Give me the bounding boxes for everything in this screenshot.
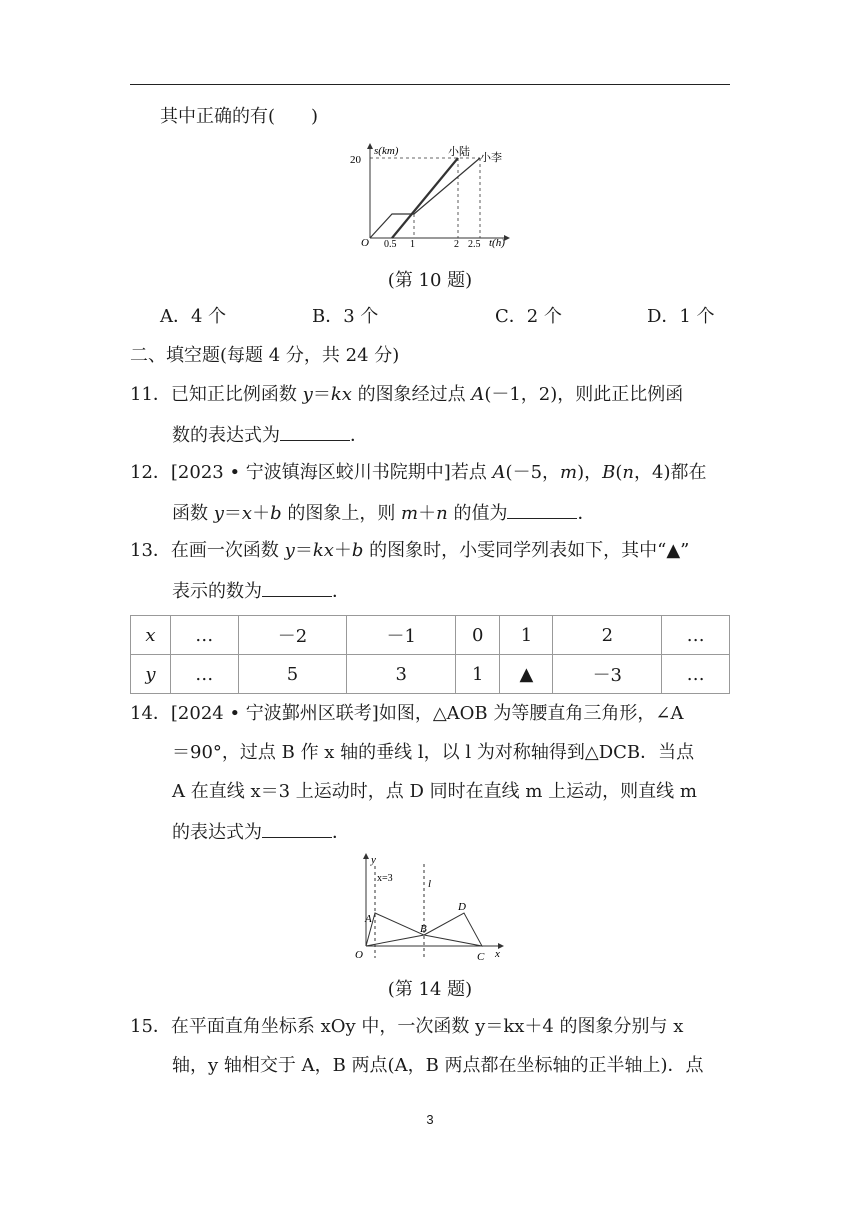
- q13-line2: 表示的数为 ．: [172, 578, 350, 604]
- q12-point-a-val: (－5，: [505, 462, 561, 483]
- q10-caption: (第 10 题): [387, 270, 473, 291]
- table-cell: 2: [553, 616, 662, 655]
- table-cell: 3: [347, 655, 456, 694]
- q14-answer-blank: [262, 819, 332, 838]
- q13-line1: [130, 539, 689, 563]
- table-cell: x: [131, 616, 171, 655]
- q11-answer-blank: [280, 422, 350, 441]
- q15-num: 15．: [130, 1016, 171, 1037]
- table-cell: ▲: [500, 655, 553, 694]
- q11-text-e: 的图象经过点: [351, 384, 472, 405]
- table-cell: －2: [238, 616, 347, 655]
- q12-point-a: A: [492, 462, 506, 483]
- q12-var-n: n: [622, 462, 634, 483]
- q12-var-m: m: [560, 462, 578, 483]
- q13-t-e: ＋: [333, 540, 352, 561]
- q10-tail: 其中正确的有( ): [160, 106, 319, 127]
- q12-t-c: ＝: [223, 503, 242, 524]
- table-cell: …: [170, 616, 238, 655]
- q12-t-k: 的值为: [447, 503, 508, 524]
- table-cell: 1: [500, 616, 553, 655]
- q13-t-g: 的图象时，小雯同学列表如下，其中“▲”: [363, 540, 690, 561]
- q11-var-kx: kx: [330, 384, 352, 405]
- q14-line4: 的表达式为 ．: [172, 819, 350, 845]
- q14-line-l: l: [428, 878, 432, 890]
- q10-option-c: C．2 个: [495, 306, 562, 327]
- q10-xtick-1: 1: [410, 239, 415, 250]
- q12-num: 12．: [130, 462, 171, 483]
- top-rule: [130, 84, 730, 85]
- q10-label-xiaolu: 小陆: [448, 146, 470, 158]
- table-cell: 5: [238, 655, 347, 694]
- q12-t-g: 的图象上，则: [281, 503, 402, 524]
- q12-t-j: n: [436, 503, 448, 524]
- q13-t-f: b: [351, 540, 364, 561]
- q12-p2-end: ，4)都在: [634, 462, 707, 483]
- q13-t-b: y: [284, 540, 295, 561]
- table-row: [131, 655, 730, 694]
- q12-t-b: y: [213, 503, 224, 524]
- q10-ylabel: s(km): [374, 145, 399, 157]
- q13-t-c: ＝: [294, 540, 313, 561]
- q14-line-x3: x=3: [377, 873, 393, 884]
- q14-caption: (第 14 题): [387, 979, 473, 1000]
- q10-xlabel: t(h): [489, 237, 505, 249]
- table-cell: …: [170, 655, 238, 694]
- q11-line2-text: 数的表达式为: [172, 425, 280, 446]
- q14-triangle-figure: [340, 850, 510, 966]
- q10-origin: O: [361, 237, 369, 249]
- q14-point-b: B: [420, 923, 427, 935]
- table-cell: 1: [456, 655, 500, 694]
- table-cell: －3: [553, 655, 662, 694]
- q14-line4-text: 的表达式为: [172, 822, 262, 843]
- table-row: [131, 616, 730, 655]
- q14-point-c: C: [477, 951, 485, 963]
- q12-line2: 函数 y＝x＋b 的图象上，则 m＋n 的值为 ．: [172, 500, 595, 526]
- page-number: 3: [426, 1112, 434, 1127]
- q14-line1: [130, 702, 683, 726]
- q10-xtick-3: 2.5: [468, 239, 481, 250]
- q10-xtick-0: 0.5: [384, 239, 397, 250]
- table-cell: 0: [456, 616, 500, 655]
- q12-t-e: ＋: [252, 503, 271, 524]
- q13-t-d: kx: [312, 540, 334, 561]
- q12-point-b: B: [602, 462, 616, 483]
- q13-t-a: 在画一次函数: [170, 540, 285, 561]
- q11-num: 11．: [130, 384, 171, 405]
- q12-t-d: x: [241, 503, 253, 524]
- q15-line1-text: 在平面直角坐标系 xOy 中，一次函数 y＝kx＋4 的图象分别与 x: [170, 1016, 684, 1037]
- q10-option-a: A．4 个: [160, 306, 227, 327]
- section2-title: 二、填空题(每题 4 分，共 24 分): [130, 345, 400, 366]
- q11-eq: ＝: [312, 384, 331, 405]
- q14-line2: ＝90°，过点 B 作 x 轴的垂线 l，以 l 为对称轴得到△DCB．当点: [172, 742, 695, 763]
- q14-line3: A 在直线 x＝3 上运动时，点 D 同时在直线 m 上运动，则直线 m: [172, 781, 697, 802]
- q14-point-a: A: [365, 913, 372, 925]
- table-cell: －1: [347, 616, 456, 655]
- q12-point-b-val: (: [615, 462, 623, 483]
- q14-line1-text: [2024 • 宁波鄞州区联考]如图，△AOB 为等腰直角三角形，∠A: [170, 703, 684, 724]
- q14-axis-x: x: [495, 948, 500, 960]
- q14-origin: O: [355, 949, 363, 961]
- q10-option-b: B．3 个: [312, 306, 379, 327]
- table-cell: y: [131, 655, 171, 694]
- q14-axis-y: y: [371, 854, 376, 866]
- q12-t-a: 函数: [172, 503, 214, 524]
- q12-source: [2023 • 宁波镇海区蛟川书院期中]若点: [170, 462, 493, 483]
- q12-t-h: m: [401, 503, 419, 524]
- q13-num: 13．: [130, 540, 171, 561]
- table-cell: …: [662, 616, 730, 655]
- q13-answer-blank: [262, 578, 332, 597]
- q10-ytick-20: 20: [350, 154, 361, 166]
- q10-distance-time-graph: [344, 140, 514, 252]
- q14-point-d: D: [458, 901, 466, 913]
- q10-label-xiaoli: 小李: [480, 152, 502, 164]
- q12-t-i: ＋: [418, 503, 437, 524]
- q10-option-d: D．1 个: [647, 306, 715, 327]
- table-cell: …: [662, 655, 730, 694]
- q14-num: 14．: [130, 703, 171, 724]
- q11-text-g: (－1，2)，则此正比例函: [484, 384, 684, 405]
- q11-line1: [130, 383, 683, 407]
- q11-line2: 数的表达式为 ．: [172, 422, 368, 448]
- q15-line2: 轴，y 轴相交于 A，B 两点(A，B 两点都在坐标轴的正半轴上)．点: [172, 1055, 704, 1076]
- series-line-2: [392, 158, 458, 238]
- q11-point-a: A: [471, 384, 485, 405]
- q13-line2-text: 表示的数为: [172, 581, 262, 602]
- q12-answer-blank: [507, 500, 577, 519]
- q13-value-table: [130, 615, 730, 694]
- q11-text-a: 已知正比例函数: [170, 384, 303, 405]
- q12-t-f: b: [270, 503, 282, 524]
- q10-xtick-2: 2: [454, 239, 459, 250]
- q12-line1: [130, 461, 706, 485]
- q15-line1: [130, 1015, 683, 1039]
- q11-var-y: y: [302, 384, 313, 405]
- q12-p1-end: )，: [577, 462, 603, 483]
